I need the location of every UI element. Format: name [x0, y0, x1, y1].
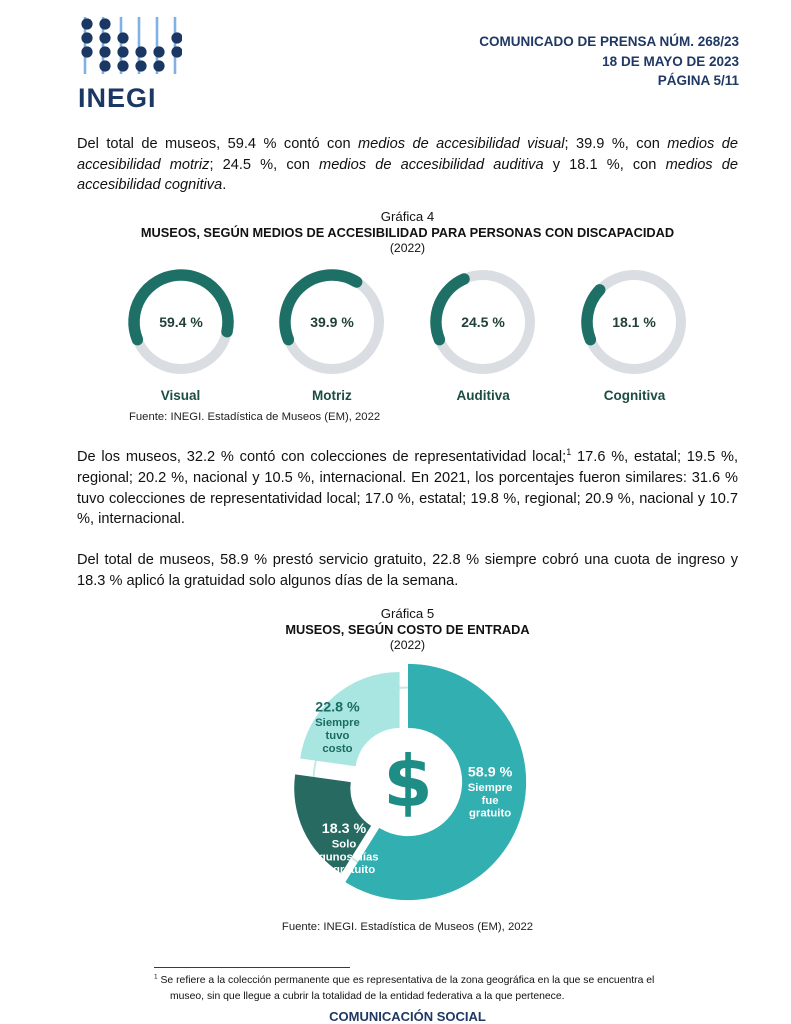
chart5-source: Fuente: INEGI. Estadística de Museos (EM), 2022 — [281, 921, 534, 934]
page-header — [0, 0, 791, 112]
footnote-body: Se refiere a la colección permanente que es representativa de la zona geográfica en la que se encuentra el museo, sin que llegue a cubrir la totalidad de la entidad federativa a la que pertenece. — [157, 975, 655, 1002]
gauge-label: Visual — [160, 388, 201, 404]
pie-slice-label: 58.9 % Siempre fue gratuito — [467, 764, 512, 821]
gauge-motriz — [259, 261, 405, 403]
gauge-ring-cognitiva — [573, 261, 695, 383]
pie-chart — [77, 656, 738, 913]
footer-label: COMUNICACIÓN SOCIAL — [329, 1008, 486, 1024]
chart5-subtitle: MUSEOS, SEGÚN COSTO DE ENTRADA — [285, 622, 530, 638]
pie-slice-label: 18.3 % Solo algunos días fue gratuito — [308, 821, 379, 877]
paragraph-cost: Del total de museos, 58.9 % prestó servicio gratuito, 22.8 % siempre cobró una cuota de ingreso y 18.3 % aplicó la gratuidad solo algunos días de la semana. — [77, 552, 738, 589]
gauge-value: 59.4 % — [158, 314, 203, 331]
chart5-title: Gráfica 5 — [380, 606, 435, 622]
page-content — [77, 134, 738, 1024]
chart4-source: Fuente: INEGI. Estadística de Museos (EM), 2022 — [129, 411, 381, 424]
press-release-number: COMUNICADO DE PRENSA NÚM. 268/23 — [479, 34, 739, 49]
footnote-block — [154, 967, 685, 1003]
chart4-title: Gráfica 4 — [380, 209, 435, 225]
gauge-ring-auditiva — [422, 261, 544, 383]
inegi-abacus-icon — [78, 16, 182, 78]
footnote-rule — [154, 967, 350, 968]
gauge-ring-visual — [120, 261, 242, 383]
paragraph-collections: De los museos, 32.2 % contó con colecciones de representatividad local;$^1$ 17.6 %, estatal; 19.5 %, regional; 20.2 %, nacional y 10.5 %, internacional. En 2021, los porcentajes fueron similares: 31.6 % tuvo colecciones de representatividad local; 17.0 %, estatal; 19.8 %, regional; 20.9 %, nacional y 10.7 %, internacional. — [77, 447, 738, 528]
chart4-subtitle: MUSEOS, SEGÚN MEDIOS DE ACCESIBILIDAD PARA PERSONAS CON DISCAPACIDAD — [140, 225, 675, 241]
gauge-label: Cognitiva — [603, 388, 666, 404]
dollar-icon: $ — [382, 740, 433, 824]
footnote-marker: 1 — [154, 974, 158, 981]
gauge-value: 18.1 % — [612, 314, 657, 331]
gauge-visual — [108, 261, 254, 403]
gauge-cognitiva — [561, 261, 707, 403]
press-release-date: 18 DE MAYO DE 2023 — [602, 53, 739, 69]
gauge-label: Auditiva — [456, 388, 510, 404]
pie-slice-label: 22.8 % Siempre tuvo costo — [314, 699, 360, 756]
inegi-logo — [78, 16, 206, 112]
paragraph-accessibility: Del total de museos, 59.4 % contó con medios de accesibilidad visual; 39.9 %, con medios de accesibilidad motriz; 24.5 %, con medios de accesibilidad auditiva y 18.1 %, con medios de accesibilidad cognitiva. — [77, 136, 738, 194]
logo-text: INEGI — [78, 83, 157, 113]
header-meta — [479, 16, 739, 91]
gauge-value: 39.9 % — [310, 314, 354, 331]
page-footer — [77, 1009, 738, 1024]
gauge-auditiva — [410, 261, 556, 403]
gauge-label: Motriz — [311, 388, 352, 404]
gauge-value: 24.5 % — [461, 314, 505, 331]
gauge-row — [108, 261, 708, 403]
chart5-block — [77, 606, 738, 933]
chart4-block — [77, 209, 738, 423]
gauge-ring-motriz — [271, 261, 393, 383]
pie-svg — [280, 656, 536, 908]
chart4-year: (2022) — [389, 241, 426, 256]
page-number: PÁGINA 5/11 — [657, 73, 739, 88]
footnote-text — [154, 973, 685, 1003]
chart5-year: (2022) — [389, 638, 426, 653]
